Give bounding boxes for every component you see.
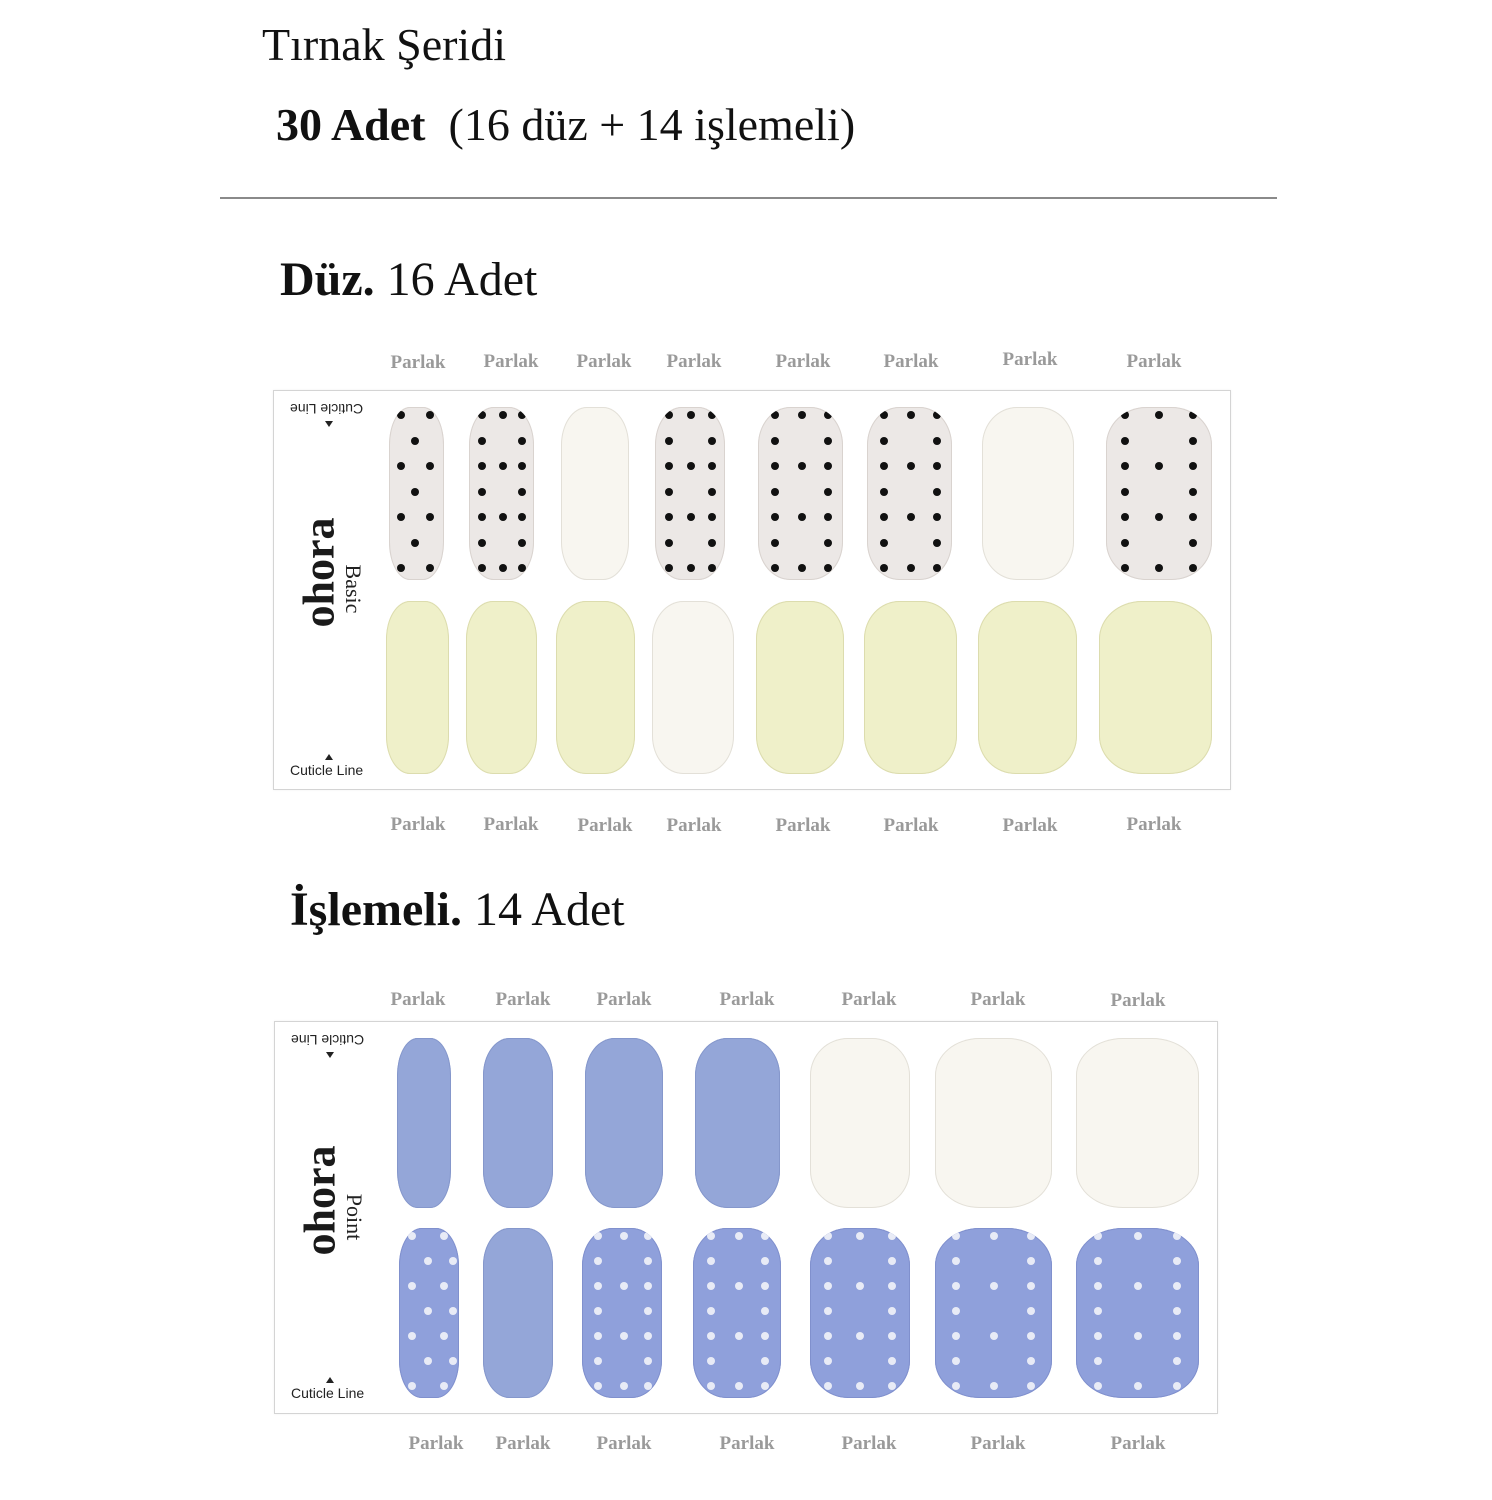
polka-dot — [933, 488, 941, 496]
polka-dot — [408, 1232, 416, 1240]
polka-dot — [424, 1307, 432, 1315]
nail-sticker — [556, 601, 635, 774]
polka-dot — [518, 411, 526, 419]
polka-dot — [888, 1282, 896, 1290]
finish-label: Parlak — [1110, 990, 1166, 1011]
finish-label: Parlak — [883, 815, 939, 836]
cuticle-arrow-icon — [326, 1052, 334, 1058]
polka-dot — [594, 1332, 602, 1340]
nail-sticker — [483, 1228, 553, 1398]
polka-dot — [888, 1257, 896, 1265]
finish-label: Parlak — [775, 815, 831, 836]
polka-dot — [952, 1307, 960, 1315]
polka-dot — [411, 437, 419, 445]
polka-dot — [665, 437, 673, 445]
polka-dot — [888, 1382, 896, 1390]
polka-dot — [824, 1257, 832, 1265]
polka-dot — [798, 462, 806, 470]
polka-dot — [1121, 488, 1129, 496]
polka-dot — [1094, 1307, 1102, 1315]
finish-label: Parlak — [841, 1433, 897, 1454]
polka-dot — [687, 411, 695, 419]
polka-dot — [687, 564, 695, 572]
finish-label: Parlak — [390, 989, 446, 1010]
finish-label: Parlak — [719, 989, 775, 1010]
polka-dot — [1189, 411, 1197, 419]
polka-dot — [771, 488, 779, 496]
nail-sticker — [1106, 407, 1212, 580]
polka-dot — [1189, 539, 1197, 547]
polka-dot — [449, 1357, 457, 1365]
polka-dot — [771, 513, 779, 521]
brand-logo: ohora — [294, 517, 344, 628]
piece-count — [276, 98, 855, 152]
polka-dot — [933, 513, 941, 521]
nail-sticker — [585, 1038, 663, 1208]
nail-sticker — [652, 601, 734, 774]
finish-label: Parlak — [483, 351, 539, 372]
polka-dot — [1094, 1332, 1102, 1340]
polka-dot — [644, 1257, 652, 1265]
polka-dot — [907, 564, 915, 572]
nail-sheet-point — [274, 1021, 1218, 1414]
polka-dot — [952, 1282, 960, 1290]
polka-dot — [707, 1332, 715, 1340]
polka-dot — [644, 1307, 652, 1315]
polka-dot — [397, 564, 405, 572]
polka-dot — [1121, 437, 1129, 445]
polka-dot — [1121, 513, 1129, 521]
polka-dot — [824, 462, 832, 470]
polka-dot — [933, 564, 941, 572]
polka-dot — [1134, 1232, 1142, 1240]
polka-dot — [518, 488, 526, 496]
finish-label: Parlak — [666, 351, 722, 372]
nail-sticker — [810, 1228, 910, 1398]
polka-dot — [1027, 1382, 1035, 1390]
polka-dot — [880, 462, 888, 470]
polka-dot — [708, 437, 716, 445]
nail-sticker — [399, 1228, 459, 1398]
polka-dot — [771, 564, 779, 572]
nail-sticker — [397, 1038, 451, 1208]
finish-label: Parlak — [1126, 814, 1182, 835]
polka-dot — [665, 513, 673, 521]
polka-dot — [856, 1382, 864, 1390]
polka-dot — [907, 513, 915, 521]
polka-dot — [397, 411, 405, 419]
polka-dot — [644, 1382, 652, 1390]
polka-dot — [952, 1257, 960, 1265]
finish-label: Parlak — [1002, 815, 1058, 836]
polka-dot — [707, 1382, 715, 1390]
polka-dot — [594, 1232, 602, 1240]
polka-dot — [644, 1332, 652, 1340]
finish-label: Parlak — [596, 989, 652, 1010]
polka-dot — [1027, 1357, 1035, 1365]
polka-dot — [1173, 1232, 1181, 1240]
polka-dot — [1121, 539, 1129, 547]
polka-dot — [707, 1257, 715, 1265]
polka-dot — [478, 513, 486, 521]
polka-dot — [665, 488, 673, 496]
polka-dot — [594, 1382, 602, 1390]
polka-dot — [478, 488, 486, 496]
polka-dot — [499, 513, 507, 521]
cuticle-line-label-top: Cuticle Line — [290, 401, 364, 417]
section-heading-point-label: İşlemeli. — [290, 883, 462, 936]
polka-dot — [478, 564, 486, 572]
finish-label: Parlak — [390, 352, 446, 373]
polka-dot — [1027, 1332, 1035, 1340]
polka-dot — [761, 1232, 769, 1240]
polka-dot — [478, 411, 486, 419]
cuticle-arrow-icon — [325, 421, 333, 427]
polka-dot — [594, 1307, 602, 1315]
section-heading-plain-count: 16 Adet — [386, 253, 538, 306]
polka-dot — [518, 513, 526, 521]
brand-logo: ohora — [295, 1145, 345, 1256]
polka-dot — [824, 1357, 832, 1365]
polka-dot — [1134, 1382, 1142, 1390]
polka-dot — [1173, 1332, 1181, 1340]
polka-dot — [761, 1257, 769, 1265]
polka-dot — [665, 564, 673, 572]
polka-dot — [933, 437, 941, 445]
polka-dot — [644, 1282, 652, 1290]
polka-dot — [408, 1382, 416, 1390]
nail-sticker — [386, 601, 449, 774]
polka-dot — [880, 564, 888, 572]
piece-count-total: 30 Adet — [276, 99, 426, 150]
finish-label: Parlak — [666, 815, 722, 836]
polka-dot — [856, 1282, 864, 1290]
finish-label: Parlak — [576, 351, 632, 372]
polka-dot — [1173, 1307, 1181, 1315]
polka-dot — [440, 1232, 448, 1240]
polka-dot — [907, 462, 915, 470]
nail-sticker — [483, 1038, 553, 1208]
polka-dot — [952, 1232, 960, 1240]
polka-dot — [449, 1257, 457, 1265]
finish-label: Parlak — [970, 989, 1026, 1010]
polka-dot — [880, 539, 888, 547]
nail-sticker — [1076, 1038, 1199, 1208]
polka-dot — [644, 1357, 652, 1365]
nail-sticker — [935, 1228, 1052, 1398]
polka-dot — [440, 1282, 448, 1290]
polka-dot — [411, 539, 419, 547]
polka-dot — [1155, 513, 1163, 521]
polka-dot — [1027, 1282, 1035, 1290]
polka-dot — [1134, 1332, 1142, 1340]
polka-dot — [1134, 1282, 1142, 1290]
finish-label: Parlak — [775, 351, 831, 372]
polka-dot — [1121, 462, 1129, 470]
section-heading-point-count: 14 Adet — [473, 883, 625, 936]
polka-dot — [1189, 564, 1197, 572]
polka-dot — [707, 1307, 715, 1315]
polka-dot — [594, 1357, 602, 1365]
polka-dot — [518, 437, 526, 445]
polka-dot — [426, 462, 434, 470]
polka-dot — [888, 1307, 896, 1315]
polka-dot — [771, 411, 779, 419]
polka-dot — [408, 1282, 416, 1290]
finish-label: Parlak — [495, 989, 551, 1010]
cuticle-line-label-bottom: Cuticle Line — [291, 1385, 365, 1401]
finish-label: Parlak — [408, 1433, 464, 1454]
polka-dot — [907, 411, 915, 419]
polka-dot — [824, 1282, 832, 1290]
nail-sticker — [389, 407, 444, 580]
polka-dot — [824, 1382, 832, 1390]
polka-dot — [735, 1382, 743, 1390]
finish-label: Parlak — [1126, 351, 1182, 372]
polka-dot — [1094, 1232, 1102, 1240]
polka-dot — [888, 1357, 896, 1365]
polka-dot — [478, 437, 486, 445]
product-line-name: Basic — [341, 564, 366, 614]
polka-dot — [856, 1332, 864, 1340]
polka-dot — [880, 437, 888, 445]
finish-label: Parlak — [577, 815, 633, 836]
polka-dot — [798, 564, 806, 572]
polka-dot — [880, 488, 888, 496]
polka-dot — [424, 1357, 432, 1365]
nail-sticker — [810, 1038, 910, 1208]
polka-dot — [771, 462, 779, 470]
nail-sticker — [561, 407, 629, 580]
finish-label: Parlak — [1002, 349, 1058, 370]
polka-dot — [620, 1332, 628, 1340]
polka-dot — [1121, 411, 1129, 419]
polka-dot — [824, 564, 832, 572]
polka-dot — [856, 1232, 864, 1240]
polka-dot — [408, 1332, 416, 1340]
finish-label: Parlak — [483, 814, 539, 835]
polka-dot — [411, 488, 419, 496]
polka-dot — [880, 513, 888, 521]
polka-dot — [771, 437, 779, 445]
polka-dot — [798, 411, 806, 419]
polka-dot — [1173, 1282, 1181, 1290]
polka-dot — [761, 1307, 769, 1315]
polka-dot — [990, 1232, 998, 1240]
polka-dot — [990, 1282, 998, 1290]
polka-dot — [499, 462, 507, 470]
polka-dot — [518, 462, 526, 470]
polka-dot — [665, 462, 673, 470]
polka-dot — [824, 539, 832, 547]
finish-label: Parlak — [883, 351, 939, 372]
polka-dot — [708, 411, 716, 419]
polka-dot — [644, 1232, 652, 1240]
polka-dot — [1173, 1257, 1181, 1265]
polka-dot — [518, 564, 526, 572]
finish-label: Parlak — [719, 1433, 775, 1454]
page-title: Tırnak Şeridi — [262, 19, 506, 70]
nail-sticker — [756, 601, 844, 774]
polka-dot — [761, 1357, 769, 1365]
polka-dot — [426, 513, 434, 521]
nail-sheet-basic — [273, 390, 1231, 790]
polka-dot — [499, 411, 507, 419]
nail-sticker — [982, 407, 1074, 580]
finish-label: Parlak — [495, 1433, 551, 1454]
polka-dot — [888, 1232, 896, 1240]
polka-dot — [761, 1382, 769, 1390]
nail-sticker — [655, 407, 725, 580]
divider — [220, 197, 1277, 199]
polka-dot — [1155, 411, 1163, 419]
polka-dot — [708, 564, 716, 572]
polka-dot — [952, 1332, 960, 1340]
polka-dot — [687, 462, 695, 470]
polka-dot — [440, 1382, 448, 1390]
polka-dot — [707, 1232, 715, 1240]
piece-count-detail: (16 düz + 14 işlemeli) — [448, 99, 856, 150]
polka-dot — [478, 462, 486, 470]
polka-dot — [424, 1257, 432, 1265]
finish-label: Parlak — [970, 1433, 1026, 1454]
nail-sticker — [1076, 1228, 1199, 1398]
polka-dot — [824, 1307, 832, 1315]
polka-dot — [397, 462, 405, 470]
polka-dot — [594, 1257, 602, 1265]
polka-dot — [1121, 564, 1129, 572]
polka-dot — [449, 1307, 457, 1315]
polka-dot — [594, 1282, 602, 1290]
polka-dot — [708, 488, 716, 496]
polka-dot — [1094, 1357, 1102, 1365]
polka-dot — [1173, 1357, 1181, 1365]
polka-dot — [1094, 1382, 1102, 1390]
cuticle-line-label-bottom: Cuticle Line — [290, 762, 364, 778]
polka-dot — [933, 539, 941, 547]
polka-dot — [824, 411, 832, 419]
polka-dot — [1027, 1232, 1035, 1240]
nail-sticker — [695, 1038, 780, 1208]
polka-dot — [1155, 462, 1163, 470]
cuticle-arrow-icon — [325, 754, 333, 760]
polka-dot — [620, 1282, 628, 1290]
polka-dot — [1027, 1307, 1035, 1315]
polka-dot — [824, 1332, 832, 1340]
polka-dot — [426, 411, 434, 419]
polka-dot — [880, 411, 888, 419]
polka-dot — [824, 1232, 832, 1240]
polka-dot — [824, 488, 832, 496]
polka-dot — [1189, 462, 1197, 470]
polka-dot — [1027, 1257, 1035, 1265]
polka-dot — [771, 539, 779, 547]
nail-sticker — [466, 601, 537, 774]
section-heading-point — [290, 882, 625, 938]
polka-dot — [735, 1232, 743, 1240]
polka-dot — [687, 513, 695, 521]
finish-label: Parlak — [596, 1433, 652, 1454]
polka-dot — [1094, 1257, 1102, 1265]
nail-sticker — [867, 407, 952, 580]
polka-dot — [665, 411, 673, 419]
polka-dot — [426, 564, 434, 572]
polka-dot — [708, 513, 716, 521]
polka-dot — [499, 564, 507, 572]
polka-dot — [735, 1282, 743, 1290]
polka-dot — [440, 1332, 448, 1340]
polka-dot — [1189, 437, 1197, 445]
finish-label: Parlak — [390, 814, 446, 835]
polka-dot — [1189, 488, 1197, 496]
polka-dot — [735, 1332, 743, 1340]
polka-dot — [1189, 513, 1197, 521]
polka-dot — [397, 513, 405, 521]
polka-dot — [478, 539, 486, 547]
polka-dot — [933, 411, 941, 419]
nail-sticker — [469, 407, 534, 580]
polka-dot — [824, 437, 832, 445]
polka-dot — [933, 462, 941, 470]
polka-dot — [888, 1332, 896, 1340]
nail-sticker — [758, 407, 843, 580]
polka-dot — [761, 1332, 769, 1340]
polka-dot — [798, 513, 806, 521]
polka-dot — [707, 1282, 715, 1290]
polka-dot — [990, 1332, 998, 1340]
nail-sticker — [1099, 601, 1212, 774]
polka-dot — [518, 539, 526, 547]
cuticle-arrow-icon — [326, 1377, 334, 1383]
nail-sticker — [978, 601, 1077, 774]
polka-dot — [708, 462, 716, 470]
polka-dot — [707, 1357, 715, 1365]
finish-label: Parlak — [1110, 1433, 1166, 1454]
polka-dot — [1173, 1382, 1181, 1390]
cuticle-line-label-top: Cuticle Line — [291, 1032, 365, 1048]
polka-dot — [708, 539, 716, 547]
polka-dot — [761, 1282, 769, 1290]
section-heading-plain — [280, 252, 537, 308]
product-line-name: Point — [342, 1193, 367, 1241]
finish-label: Parlak — [841, 989, 897, 1010]
polka-dot — [620, 1382, 628, 1390]
nail-sticker — [864, 601, 957, 774]
section-heading-plain-label: Düz. — [280, 253, 375, 306]
polka-dot — [665, 539, 673, 547]
polka-dot — [952, 1357, 960, 1365]
polka-dot — [990, 1382, 998, 1390]
nail-sticker — [935, 1038, 1052, 1208]
polka-dot — [1155, 564, 1163, 572]
nail-sticker — [693, 1228, 781, 1398]
polka-dot — [620, 1232, 628, 1240]
polka-dot — [824, 513, 832, 521]
polka-dot — [1094, 1282, 1102, 1290]
polka-dot — [952, 1382, 960, 1390]
nail-sticker — [582, 1228, 662, 1398]
